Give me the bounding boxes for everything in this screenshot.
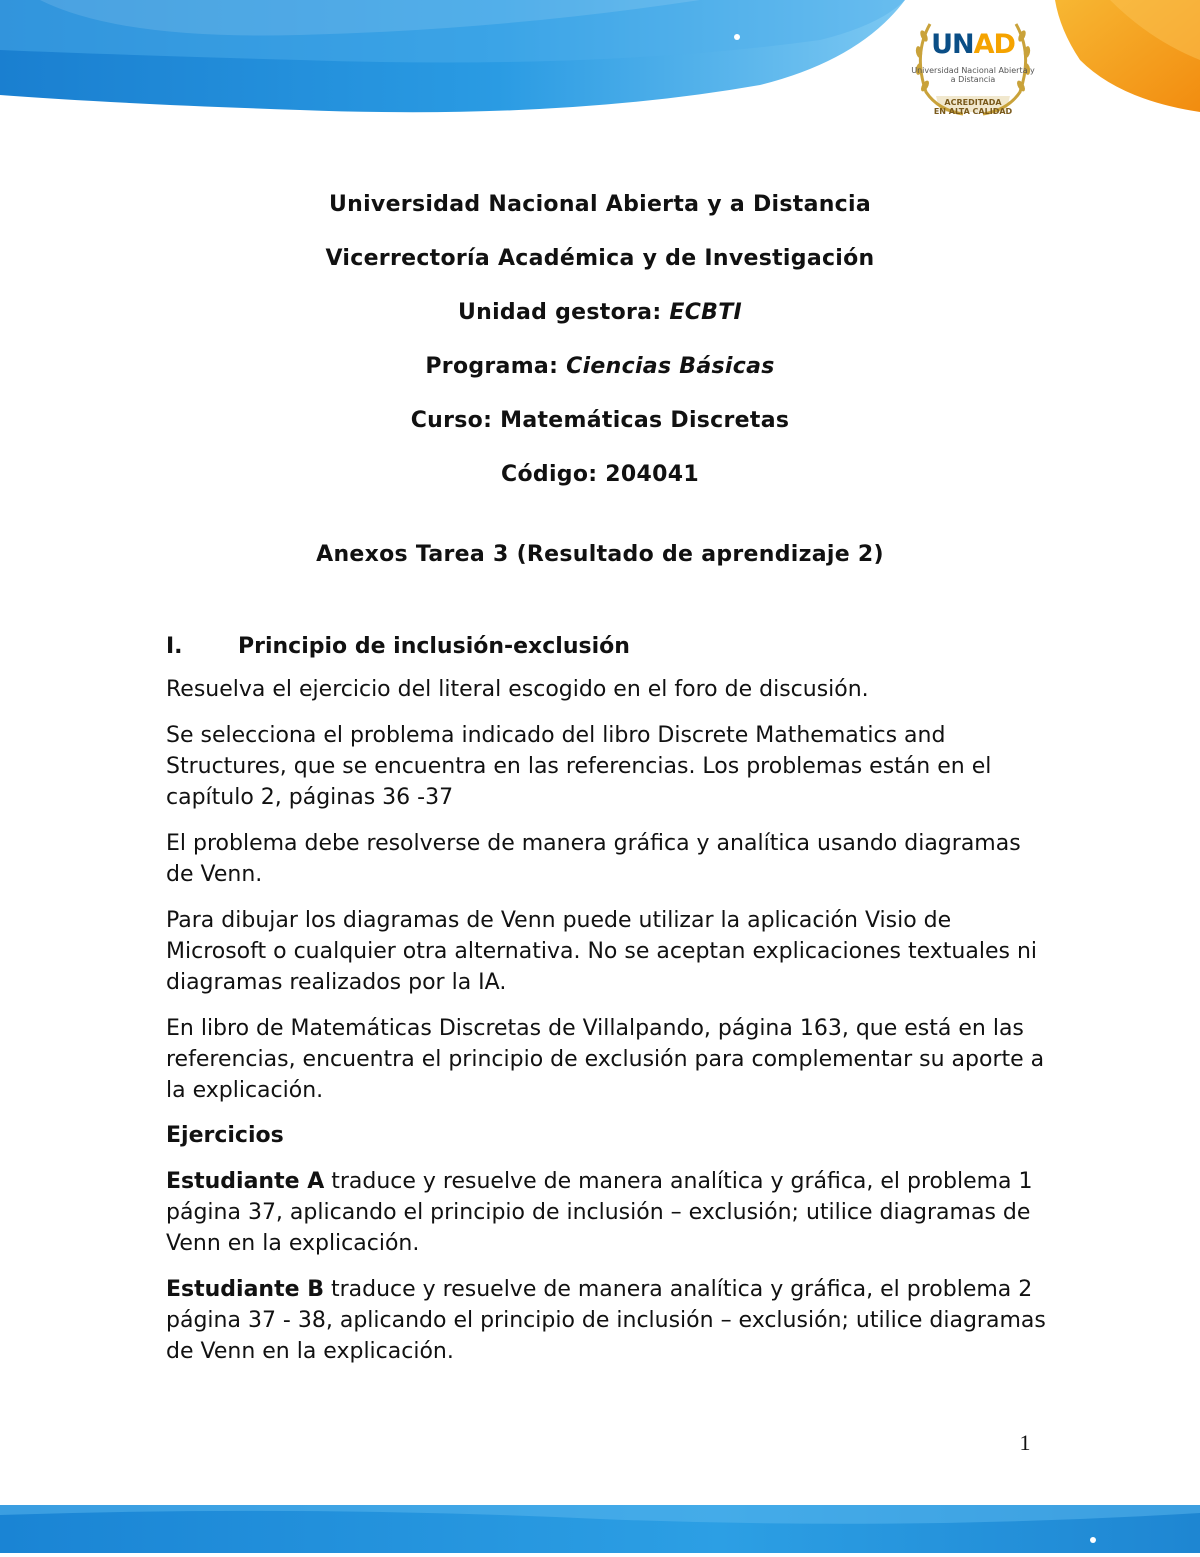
section-title: Principio de inclusión-exclusión: [238, 634, 630, 659]
logo-wordmark-un: UN: [931, 29, 974, 60]
logo-accreditation: [908, 98, 1038, 116]
accreditation-line-2: EN ALTA CALIDAD: [933, 107, 1013, 116]
annex-title: Anexos Tarea 3 (Resultado de aprendizaje 2): [316, 542, 884, 567]
student-label: Estudiante B: [166, 1277, 324, 1302]
document-content: [166, 632, 1046, 1382]
paragraph: Se selecciona el problema indicado del libro Discrete Mathematics and Structures, que se encuentra en las referencias. Los problemas están en el capítulo 2, páginas 36 -37: [166, 723, 992, 810]
vice-rectory: Vicerrectoría Académica y de Investigación: [325, 246, 875, 271]
student-text: traduce y resuelve de manera analítica y gráfica, el problema 1 página 37, aplicando el principio de inclusión – exclusión; utilice diagramas de Venn en la explicación.: [166, 1169, 1033, 1256]
student-exercise: [166, 1166, 1046, 1259]
logo-wordmark: [928, 29, 1018, 60]
paragraph: El problema debe resolverse de manera gráfica y analítica usando diagramas de Venn.: [166, 831, 1021, 887]
section-heading: [166, 632, 1046, 662]
student-text: traduce y resuelve de manera analítica y gráfica, el problema 2 página 37 - 38, aplicando el principio de inclusión – exclusión; utilice diagramas de Venn en la explicación.: [166, 1277, 1046, 1364]
logo-subtitle: Universidad Nacional Abierta y a Distancia: [911, 66, 1035, 84]
paragraph: Para dibujar los diagramas de Venn puede utilizar la aplicación Visio de Microsoft o cualquier otra alternativa. No se aceptan explicaciones textuales ni diagramas realizados por la IA.: [166, 908, 1038, 995]
unad-logo: [908, 14, 1038, 118]
program: [0, 352, 1200, 382]
document-header: [0, 190, 1200, 514]
paragraph: Resuelva el ejercicio del literal escogido en el foro de discusión.: [166, 677, 869, 702]
page-number: 1: [1019, 1430, 1031, 1455]
section-number: I.: [166, 634, 183, 659]
course-name: Curso: Matemáticas Discretas: [410, 408, 790, 433]
bottom-banner-graphic: [0, 1505, 1200, 1553]
student-exercise: [166, 1274, 1046, 1367]
unit-label: Unidad gestora:: [457, 300, 670, 325]
student-label: Estudiante A: [166, 1169, 325, 1194]
unit-value: ECBTI: [669, 300, 743, 325]
accreditation-line-1: ACREDITADA: [944, 98, 1002, 107]
program-label: Programa:: [425, 354, 567, 379]
management-unit: [0, 298, 1200, 328]
bottom-banner: [0, 1505, 1200, 1553]
course-code: Código: 204041: [501, 462, 699, 487]
paragraph: En libro de Matemáticas Discretas de Villalpando, página 163, que está en las referencias, encuentra el principio de exclusión para complementar su aporte a la explicación.: [166, 1016, 1045, 1103]
exercises-heading: Ejercicios: [166, 1123, 284, 1148]
university-name: Universidad Nacional Abierta y a Distancia: [328, 192, 872, 217]
logo-wordmark-ad: AD: [973, 29, 1015, 60]
program-value: Ciencias Básicas: [566, 354, 775, 379]
